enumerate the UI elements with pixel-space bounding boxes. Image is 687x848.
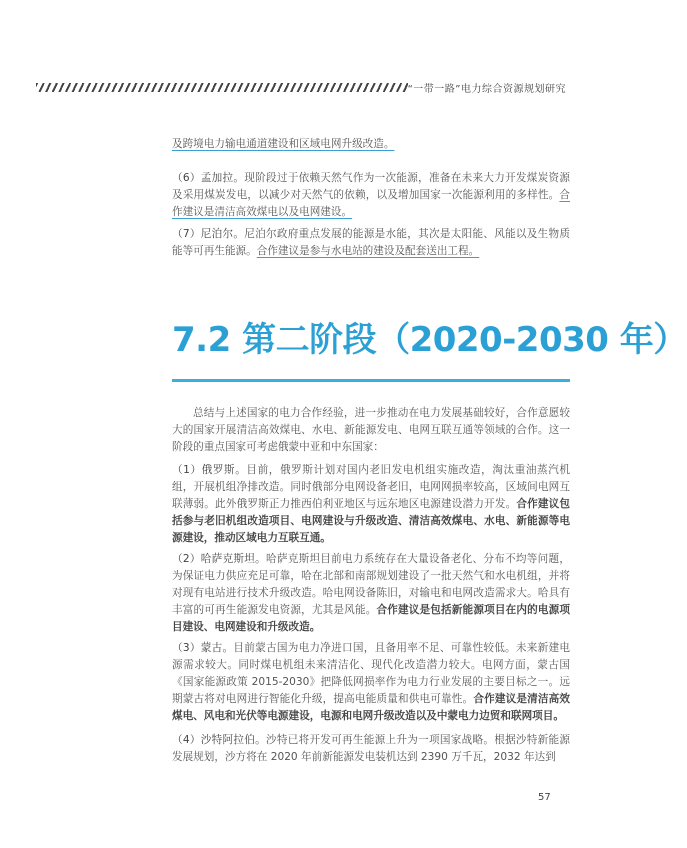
section-heading: 7.2 第二阶段（2020-2030 年） — [172, 320, 687, 360]
cooperation-mongolia: 合作建议是清洁高效煤电、风电和光伏等电源建设，电源和电网升级改造以及中蒙电力边贸和联网项目。 — [172, 693, 571, 722]
continuation-paragraph — [172, 136, 570, 153]
header-hatch-decoration — [36, 83, 408, 92]
body-russia: 目前，俄罗斯计划对国内老旧发电机组实施改造，淘汰重油蒸汽机组，开展机组净排改造。同时俄部分电网设备老旧，电网网损率较高，区域间电网互联薄弱。此外俄罗斯正力推西伯利亚地区与远东地区电源建设潜力开发。 — [172, 464, 570, 510]
body-bangladesh: 现阶段过于依赖天然气作为一次能源，准备在未来大力开发煤炭资源及采用煤炭发电，以减少对天然气的依赖，以及增加国家一次能源利用的多样性。 — [172, 172, 570, 201]
cooperation-russia: 合作建议包括参与老旧机组改造项目、电网建设与升级改造、清洁高效煤电、水电、新能源等电源建设，推动区域电力互联互通。 — [172, 498, 570, 544]
paragraph-kazakhstan — [172, 551, 570, 636]
paragraph-saudi — [172, 732, 570, 766]
header-title: “一带一路”电力综合资源规划研究 — [407, 84, 566, 95]
page-number: 57 — [538, 792, 551, 803]
heading-rule — [172, 379, 570, 382]
cooperation-nepal: 合作建议是参与水电站的建设及配套送出工程。 — [256, 245, 480, 257]
lead-russia: （1）俄罗斯。 — [172, 464, 247, 476]
body-mongolia: 目前蒙古国为电力净进口国，且备用率不足、可靠性较低。未来新建电源需求较大。同时煤电机组未来清洁化、现代化改造潜力较大。电网方面，蒙古国《国家能源政策 2015-2030》把降低网损率作为电力行业发展的主要目标之一。远期蒙古将对电网进行智能化升级，提高电能质量和供电可靠性。 — [172, 642, 570, 705]
body-saudi: 沙特已将开发可再生能源上升为一项国家战略。根据沙特新能源发展规划，沙方将在 2020 年前新能源发电装机达到 2390 万千瓦，2032 年达到 — [172, 734, 570, 763]
intro-text: 总结与上述国家的电力合作经验，进一步推动在电力发展基础较好，合作意愿较大的国家开展清洁高效煤电、水电、新能源发电、电网互联互通等领域的合作。这一阶段的重点国家可考虑俄蒙中亚和中东国家： — [172, 407, 570, 453]
paragraph-russia — [172, 462, 570, 547]
body-nepal: 尼泊尔政府重点发展的能源是水能，其次是太阳能、风能以及生物质能等可再生能源。 — [172, 228, 570, 257]
paragraph-bangladesh — [172, 170, 570, 221]
running-header — [36, 80, 566, 96]
body-kazakhstan: 哈萨克斯坦目前电力系统存在大量设备老化、分布不均等问题，为保证电力供应充足可靠，哈在北部和南部规划建设了一批天然气和水电机组，并将对现有电站进行技术升级改造。哈电网设备陈旧，对输电和电网改造需求大。哈具有丰富的可再生能源发电资源，尤其是风能。 — [172, 553, 570, 616]
paragraph-mongolia — [172, 640, 570, 725]
intro-paragraph — [172, 405, 570, 456]
lead-kazakhstan: （2）哈萨克斯坦。 — [172, 553, 266, 565]
paragraph-nepal — [172, 226, 570, 260]
lead-saudi: （4）沙特阿拉伯。 — [172, 734, 266, 746]
cooperation-bangladesh: 合作建议是清洁高效煤电以及电网建设。 — [172, 189, 570, 218]
continuation-text: 及跨境电力输电通道建设和区域电网升级改造。 — [172, 138, 395, 150]
lead-bangladesh: （6）孟加拉。 — [172, 172, 245, 184]
lead-nepal: （7）尼泊尔。 — [172, 228, 245, 240]
cooperation-kazakhstan: 合作建议是包括新能源项目在内的电源项目建设、电网建设和升级改造。 — [172, 604, 571, 633]
lead-mongolia: （3）蒙古。 — [172, 642, 234, 654]
